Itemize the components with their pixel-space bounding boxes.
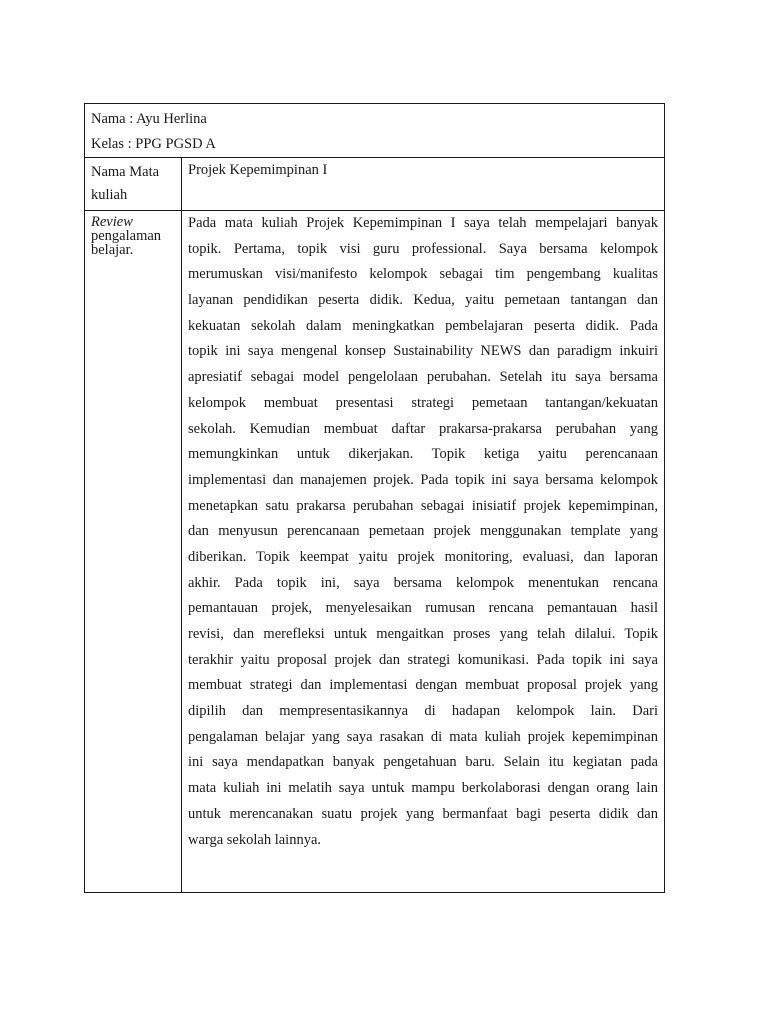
identity-header	[85, 104, 664, 157]
review-label-cell	[85, 211, 182, 892]
course-label-cell	[85, 158, 182, 210]
course-label-line2: kuliah	[91, 187, 128, 203]
student-name: Nama : Ayu Herlina	[91, 111, 207, 127]
review-text-line: dipilih dan mempresentasikannya di hadapan kelompok lain. Dari	[188, 703, 658, 720]
review-text-line: dan menyusun perencanaan pemetaan projek menggunakan template yang	[188, 523, 658, 540]
review-text-line: ini saya mendapatkan banyak pengetahuan baru. Selain itu kegiatan pada	[188, 754, 658, 771]
review-label-line2: pengalaman	[91, 228, 162, 244]
reflection-table	[84, 103, 665, 893]
review-text-line: kekuatan sekolah dalam meningkatkan pembelajaran peserta didik. Pada	[188, 317, 658, 334]
review-text-line: untuk merencanakan suatu projek yang bermanfaat bagi peserta didik dan	[188, 805, 658, 822]
review-text-line: merumuskan visi/manifesto kelompok sebagai tim pengembang kualitas	[188, 266, 658, 283]
review-text-line: revisi, dan merefleksi untuk mengaitkan proses yang telah dilalui. Topik	[188, 626, 658, 642]
review-text-line: topik. Pertama, topik visi guru professional. Saya bersama kelompok	[188, 240, 658, 257]
review-text-line: membuat strategi dan implementasi dengan membuat proposal projek yang	[188, 677, 658, 694]
review-label-italic: Review	[91, 214, 133, 230]
review-text-line: akhir. Pada topik ini, saya bersama kelompok menentukan rencana	[188, 574, 658, 591]
review-text-line: implementasi dan manajemen projek. Pada topik ini saya bersama kelompok	[188, 471, 658, 488]
review-text-line: topik ini saya mengenal konsep Sustainability NEWS dan paradigm inkuiri	[188, 343, 658, 360]
review-text-line: pemantauan projek, menyelesaikan rumusan rencana pemantauan hasil	[188, 600, 658, 617]
review-text-line: terakhir yaitu proposal projek dan strategi komunikasi. Pada topik ini saya	[188, 651, 658, 668]
review-text-line: layanan pendidikan peserta didik. Kedua, yaitu pemetaan tantangan dan	[188, 292, 658, 309]
review-text-cell	[182, 211, 664, 892]
review-text-line: diberikan. Topik keempat yaitu projek monitoring, evaluasi, dan laporan	[188, 548, 658, 565]
review-text-line: pengalaman belajar yang saya rasakan di mata kuliah projek kepemimpinan	[188, 728, 658, 745]
review-text-line: apresiatif sebagai model pengelolaan perubahan. Setelah itu saya bersama	[188, 369, 658, 386]
review-text-line: kelompok membuat presentasi strategi pemetaan tantangan/kekuatan	[188, 394, 658, 411]
review-text-line: mata kuliah ini melatih saya untuk mampu berkolaborasi dengan orang lain	[188, 780, 658, 797]
review-text-line: menetapkan satu prakarsa perubahan sebagai inisiatif projek kepemimpinan,	[188, 497, 658, 514]
review-text-line: memungkinkan untuk dikerjakan. Topik ketiga yaitu perencanaan	[188, 446, 658, 463]
course-label-line1: Nama Mata	[91, 164, 160, 180]
student-class: Kelas : PPG PGSD A	[91, 136, 216, 152]
review-row	[85, 210, 664, 892]
review-text-line: Pada mata kuliah Projek Kepemimpinan I saya telah mempelajari banyak	[188, 215, 658, 231]
course-row	[85, 157, 664, 210]
review-text-line: warga sekolah lainnya.	[188, 831, 322, 848]
review-label-line3: belajar.	[91, 242, 134, 258]
review-text-line: sekolah. Kemudian membuat daftar prakarsa-prakarsa perubahan yang	[188, 420, 658, 437]
course-name: Projek Kepemimpinan I	[188, 162, 328, 178]
course-value-cell	[182, 158, 664, 210]
